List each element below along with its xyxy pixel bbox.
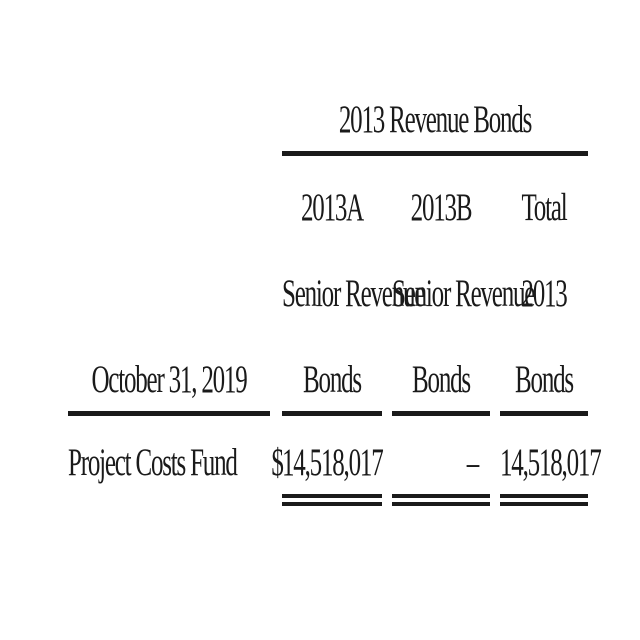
column-header-2013b-line1: 2013B: [410, 187, 472, 230]
total-rule-total-bottom: [500, 502, 588, 506]
column-header-2013a-line1: 2013A: [300, 187, 364, 230]
column-header-2013a-line3: Bonds: [303, 359, 361, 402]
column-header-2013a-line2: Senior Revenue: [282, 273, 425, 316]
date-header: October 31, 2019: [91, 359, 247, 402]
group-header-revenue-bonds: 2013 Revenue Bonds: [338, 99, 532, 142]
group-header-rule: [282, 151, 588, 156]
column-2013b-header-rule: [392, 411, 490, 416]
date-header-rule: [68, 411, 270, 416]
column-total-header-rule: [500, 411, 588, 416]
column-2013a-header-rule: [282, 411, 382, 416]
column-header-total-line2: 2013: [521, 273, 567, 316]
column-header-2013b-line3: Bonds: [412, 359, 470, 402]
row-value-2013a: 14,518,017: [282, 442, 383, 485]
total-rule-total-top: [500, 494, 588, 498]
currency-symbol: $: [271, 442, 283, 485]
total-rule-2013a-top: [282, 494, 382, 498]
row-value-total: 14,518,017: [500, 442, 601, 485]
row-label-project-costs-fund: Project Costs Fund: [68, 442, 237, 485]
column-header-2013b-line2: Senior Revenue: [392, 273, 535, 316]
row-value-2013b: –: [466, 442, 478, 485]
total-rule-2013b-bottom: [392, 502, 490, 506]
total-rule-2013a-bottom: [282, 502, 382, 506]
column-header-total-line1: Total: [521, 187, 567, 230]
column-header-total-line3: Bonds: [515, 359, 573, 402]
total-rule-2013b-top: [392, 494, 490, 498]
